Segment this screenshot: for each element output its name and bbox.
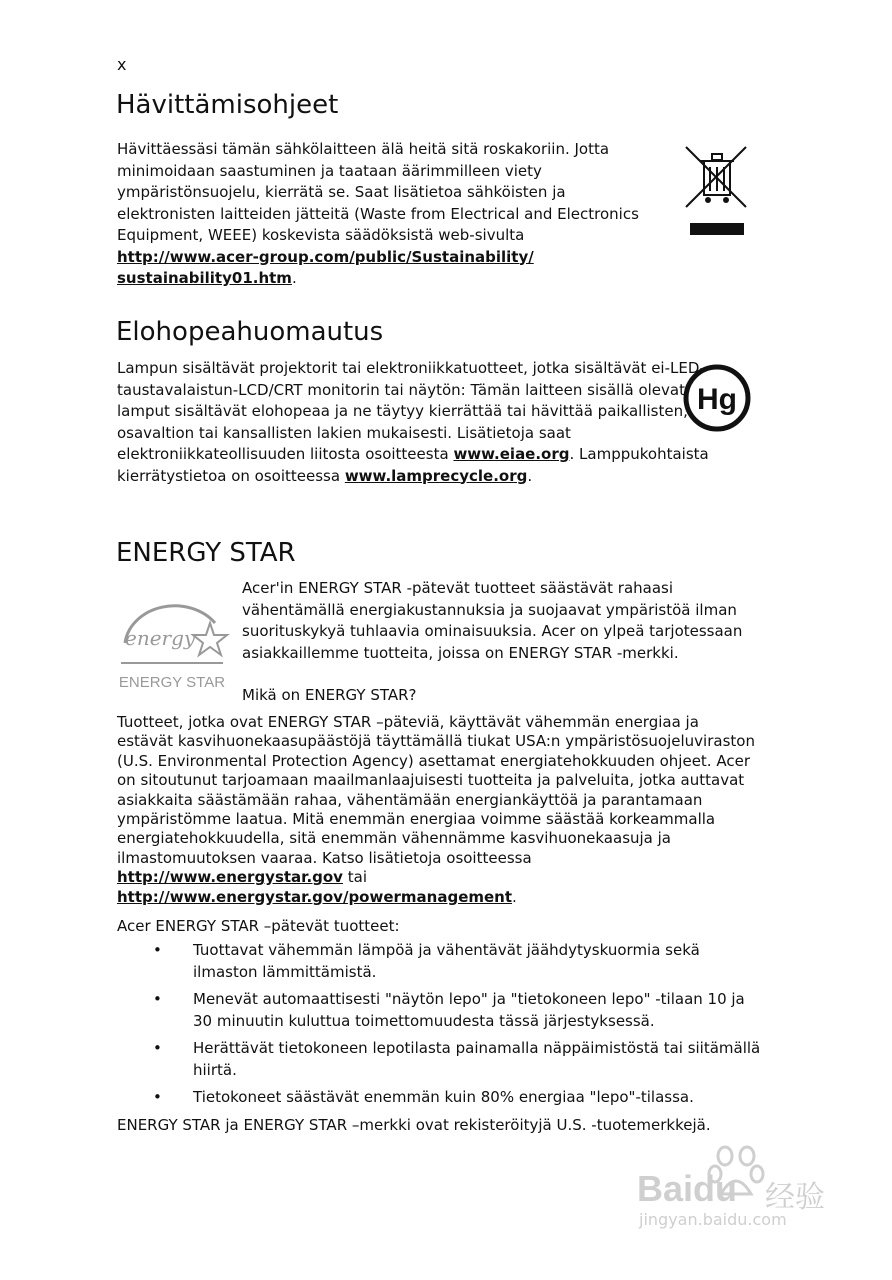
baidu-watermark <box>637 1142 837 1232</box>
disposal-link-part1: http://www.acer-group.com/public/Sustainability/ <box>117 247 534 266</box>
energy-intro: Acer'in ENERGY STAR -pätevät tuotteet säästävät rahaasi vähentämällä energiakustannuksia ja suojaavat ympäristöä ilman suorituskykyä tuhlaavia ominaisuuksia. Acer on ylpeä tarjotessaan asiakkaillemme tuotteita, joissa on ENERGY STAR -merkki. <box>242 579 743 662</box>
energy-body <box>117 713 757 907</box>
list-item-text: Menevät automaattisesti "näytön lepo" ja "tietokoneen lepo" -tilaan 10 ja 30 minuutin kuluttua toimettomuudesta tässä järjestyksessä. <box>193 990 745 1030</box>
powermanagement-link[interactable]: http://www.energystar.gov/powermanagement <box>117 887 513 906</box>
bullet: • <box>153 941 162 959</box>
energy-body-end: . <box>512 887 517 906</box>
watermark-label: 经验 <box>765 1180 825 1215</box>
energy-question: Mikä on ENERGY STAR? <box>242 686 417 704</box>
energy-logo-script: energy <box>125 626 196 650</box>
bullet: • <box>153 1039 162 1057</box>
bullet: • <box>153 1088 162 1106</box>
disposal-link-part2: sustainability01.htm <box>117 269 292 287</box>
mercury-heading: Elohopeahuomautus <box>116 317 384 347</box>
disposal-text <box>117 139 657 290</box>
list-item-text: Herättävät tietokoneen lepotilasta painamalla näppäimistöstä tai siitämällä hiirtä. <box>193 1039 761 1079</box>
mercury-end: . <box>527 466 533 485</box>
energy-list-title: Acer ENERGY STAR –pätevät tuotteet: <box>117 917 400 935</box>
list-item <box>153 988 763 1032</box>
list-item <box>153 1037 763 1081</box>
list-item <box>153 1086 763 1108</box>
disposal-body: Hävittäessäsi tämän sähkölaitteen älä heitä sitä roskakoriin. Jotta minimoidaan saastuminen ja taataan äärimmilleen viety ympäristönsuojelu, kierrätä se. Saat lisätietoa sähköisten ja elektronisten laitteiden jätteitä (Waste from Electrical and Electronics Equipment, WEEE) koskevista säädöksistä web-sivulta <box>117 140 639 244</box>
list-item-text: Tietokoneet säästävät enemmän kuin 80% energiaa "lepo"-tilassa. <box>193 1088 694 1106</box>
energystar-link[interactable]: http://www.energystar.gov <box>117 868 343 887</box>
energy-body-mid: tai <box>347 868 367 887</box>
page-number: x <box>117 55 127 74</box>
mercury-hg-icon <box>682 363 752 433</box>
disposal-heading: Hävittämisohjeet <box>116 90 339 120</box>
eiae-link[interactable]: www.eiae.org <box>453 445 570 463</box>
mercury-mid: . Lamppukohtaista kierrätystietoa on osoitteessa <box>117 445 709 485</box>
mercury-body: Lampun sisältävät projektorit tai elektroniikkatuotteet, jotka sisältävät ei-LED-taustavalaistun-LCD/CRT monitorin tai näytön: Tämän laitteen sisällä olevat lamput sisältävät elohopeaa ja ne täytyy kierrättää tai hävittää paikallisten, osavaltion tai kansallisten lakien mukaisesti. Lisätietoja saat elektroniikkateollisuuden liitosta osoitteesta <box>117 359 705 463</box>
energy-star-logo <box>115 593 230 693</box>
list-item-text: Tuottavat vähemmän lämpöä ja vähentävät jäähdytyskuormia sekä ilmaston lämmittämistä. <box>193 941 700 981</box>
disposal-end: . <box>291 269 297 287</box>
watermark-url: jingyan.baidu.com <box>639 1210 787 1229</box>
watermark-brand: Baidu <box>637 1168 738 1209</box>
lamprecycle-link[interactable]: www.lamprecycle.org <box>344 466 528 485</box>
energy-benefit-list <box>153 939 763 1113</box>
weee-bin-icon <box>684 145 750 237</box>
energy-footer: ENERGY STAR ja ENERGY STAR –merkki ovat rekisteröityjä U.S. -tuotemerkkejä. <box>117 1116 711 1134</box>
energy-logo-label: ENERGY STAR <box>118 674 226 691</box>
list-item <box>153 939 763 983</box>
disposal-link[interactable] <box>117 248 534 288</box>
mercury-text <box>117 358 717 487</box>
hg-label: Hg <box>697 383 737 416</box>
bullet: • <box>153 990 162 1008</box>
energy-body-text: Tuotteet, jotka ovat ENERGY STAR –päteviä, käyttävät vähemmän energiaa ja estävät kasvihuonekaasupäästöjä täyttämällä tiukat USA:n ympäristösuojeluviraston (U.S. Environmental Protection Agency) asettamat energiatehokkuuden ohjeet. Acer on sitoutunut tarjoamaan maailmanlaajuisesti tuotteita ja palveluita, jotka auttavat asiakkaita säästämään rahaa, vähentämään energiankäyttöä ja parantamaan ympäristömme laatua. Mitä enemmän energiaa voimme säästää korkeammalla energiatehokkuudella, sitä enemmän vähennämme kasvihuonekaasuja ja ilmastomuutoksen vaaraa. Katso lisätietoja osoitteessa <box>117 713 755 867</box>
energy-heading: ENERGY STAR <box>116 538 296 568</box>
